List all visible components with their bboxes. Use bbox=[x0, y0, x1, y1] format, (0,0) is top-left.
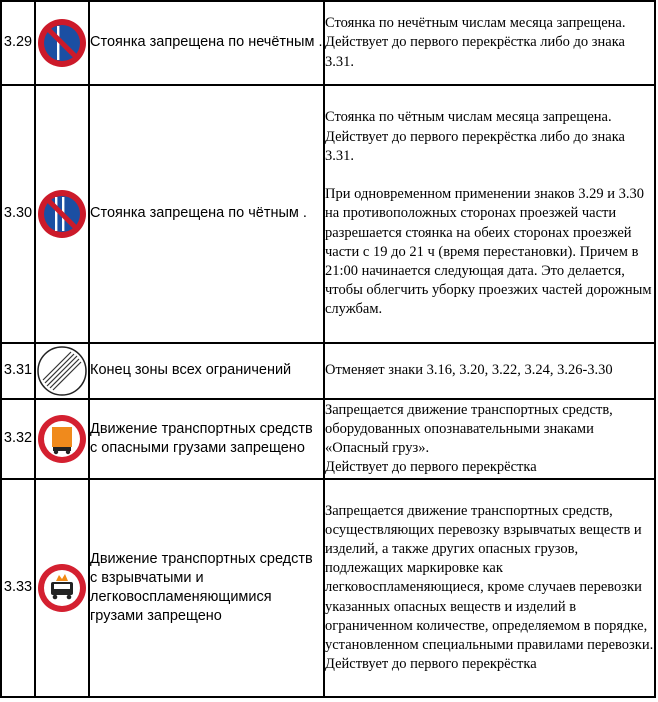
no-parking-even-days-sign-icon bbox=[36, 188, 88, 240]
table-row bbox=[1, 343, 655, 399]
table-row bbox=[1, 479, 655, 697]
sign-image-cell bbox=[35, 1, 89, 85]
sign-image-cell bbox=[35, 343, 89, 399]
table-row bbox=[1, 85, 655, 343]
description-text: Запрещается движение транспортных средств, оборудованных опознавательными знаками «Опасный груз». bbox=[325, 401, 613, 456]
sign-number: 3.30 bbox=[1, 85, 35, 343]
description-text: Действует до первого перекрёстка либо до знака 3.31. bbox=[325, 128, 625, 164]
sign-image-cell bbox=[35, 85, 89, 343]
sign-number: 3.33 bbox=[1, 479, 35, 697]
sign-number: 3.29 bbox=[1, 1, 35, 85]
description-text: Отменяет знаки 3.16, 3.20, 3.22, 3.24, 3.26-3.30 bbox=[325, 362, 613, 379]
description-text: Действует до первого перекрёстка bbox=[325, 459, 537, 476]
description-text: Стоянка по нечётным числам месяца запрещена. bbox=[325, 15, 626, 32]
end-of-all-restrictions-sign-icon bbox=[36, 345, 88, 397]
explosive-goods-prohibited-sign-icon bbox=[36, 562, 88, 614]
dangerous-goods-prohibited-sign-icon bbox=[36, 413, 88, 465]
sign-name: Стоянка запрещена по чётным . bbox=[89, 85, 324, 343]
sign-description bbox=[324, 479, 655, 697]
description-text: Запрещается движение транспортных средств, осуществляющих перевозку взрывчатых веществ и изделий, а также других опасных грузов, подлежащих маркировке как легковоспламеняющиеся, кроме случаев перевозки указанных опасных веществ и изделий в ограниченном количестве, определяемом в порядке, установленном специальными правилами перевозки. bbox=[325, 502, 654, 653]
description-text: Действует до первого перекрёстка либо до знака 3.31. bbox=[325, 34, 625, 70]
sign-number: 3.32 bbox=[1, 399, 35, 479]
no-parking-odd-days-sign-icon bbox=[36, 17, 88, 69]
sign-description bbox=[324, 1, 655, 85]
sign-description bbox=[324, 343, 655, 399]
sign-name: Движение транспортных средств с взрывчатыми и легковоспламеняющимися грузами запрещено bbox=[89, 479, 324, 697]
sign-number: 3.31 bbox=[1, 343, 35, 399]
sign-name: Стоянка запрещена по нечётным . bbox=[89, 1, 324, 85]
paragraph-gap bbox=[325, 166, 654, 185]
sign-description bbox=[324, 399, 655, 479]
sign-name: Движение транспортных средств с опасными грузами запрещено bbox=[89, 399, 324, 479]
table-row bbox=[1, 399, 655, 479]
sign-image-cell bbox=[35, 399, 89, 479]
sign-image-cell bbox=[35, 479, 89, 697]
description-text: Стоянка по чётным числам месяца запрещена. bbox=[325, 109, 612, 126]
table-row bbox=[1, 1, 655, 85]
sign-description bbox=[324, 85, 655, 343]
description-text: При одновременном применении знаков 3.29 и 3.30 на противоположных сторонах проезжей части разрешается стоянка на обеих сторонах проезжей части с 19 до 21 ч (время перестановки). Причем в 21:00 начинается следующая дата. Это делается, чтобы облегчить уборку проезжих частей дорожным службам. bbox=[325, 186, 652, 318]
description-text: Действует до первого перекрёстка bbox=[325, 656, 537, 673]
sign-name: Конец зоны всех ограничений bbox=[89, 343, 324, 399]
